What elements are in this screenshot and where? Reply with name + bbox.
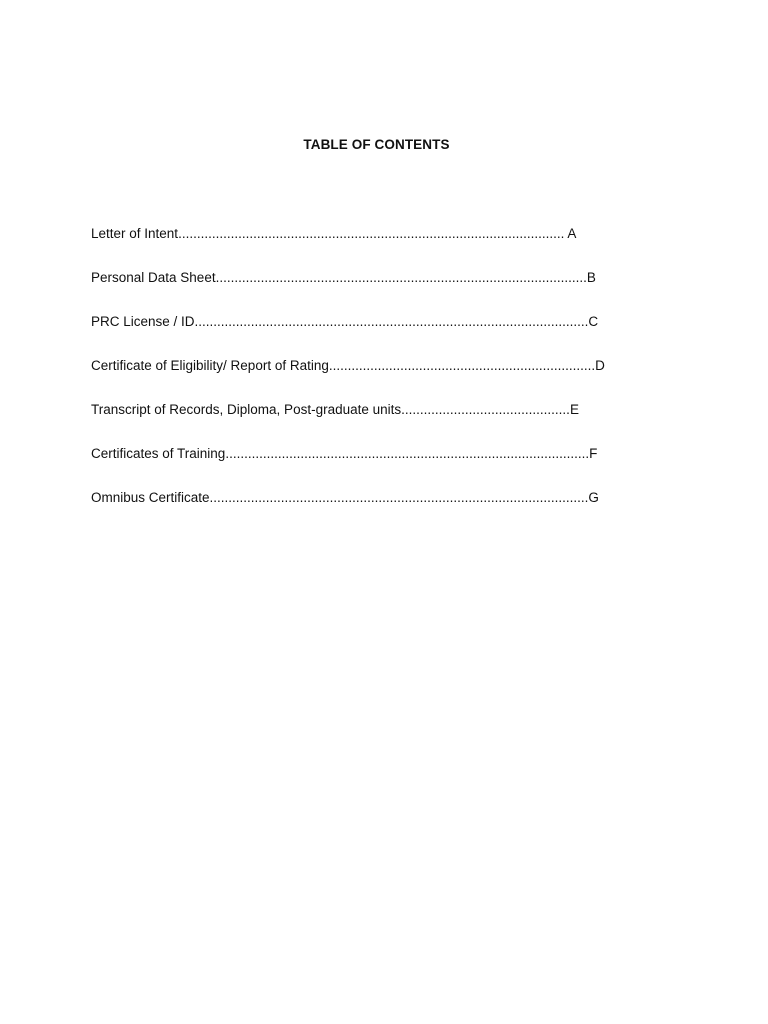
toc-entry-leader: ................................................................................................... [215, 270, 587, 285]
toc-entry-transcript-of-records [91, 401, 605, 445]
toc-entry-label: Certificates of Training [91, 446, 226, 461]
toc-entry-marker: A [567, 226, 577, 241]
toc-entry-leader: ....................................................................... [328, 358, 596, 373]
toc-entry-leader: ..................................................................................................... [209, 490, 589, 505]
toc-entry-leader: ....................................................................................................... [178, 226, 568, 241]
toc-entry-personal-data-sheet [91, 269, 605, 313]
toc-entry-label: Transcript of Records, Diploma, Post-graduate units [91, 402, 402, 417]
toc-entry-label: PRC License / ID [91, 314, 195, 329]
toc-entry-certificate-of-eligibility [91, 357, 605, 401]
toc-entry-label: Omnibus Certificate [91, 490, 210, 505]
toc-entry-label: Personal Data Sheet [91, 270, 216, 285]
toc-entry-leader: ............................................. [401, 402, 570, 417]
toc-entry-marker: E [569, 402, 579, 417]
toc-title: TABLE OF CONTENTS [303, 137, 450, 152]
toc-entry-label: Certificate of Eligibility/ Report of Rating [91, 358, 329, 373]
toc-entry-marker: G [588, 490, 599, 505]
toc-list [91, 225, 605, 533]
toc-entry-leader: ......................................................................................................... [194, 314, 589, 329]
toc-entry-label: Letter of Intent [91, 226, 179, 241]
toc-entry-prc-license [91, 313, 605, 357]
toc-entry-omnibus-certificate [91, 489, 605, 533]
toc-entry-marker: C [588, 314, 599, 329]
toc-entry-marker: B [586, 270, 596, 285]
toc-entry-letter-of-intent [91, 225, 605, 269]
toc-entry-marker: F [589, 446, 598, 461]
toc-entry-certificates-of-training [91, 445, 605, 489]
toc-entry-marker: D [595, 358, 605, 373]
toc-entry-leader: ................................................................................................. [225, 446, 590, 461]
